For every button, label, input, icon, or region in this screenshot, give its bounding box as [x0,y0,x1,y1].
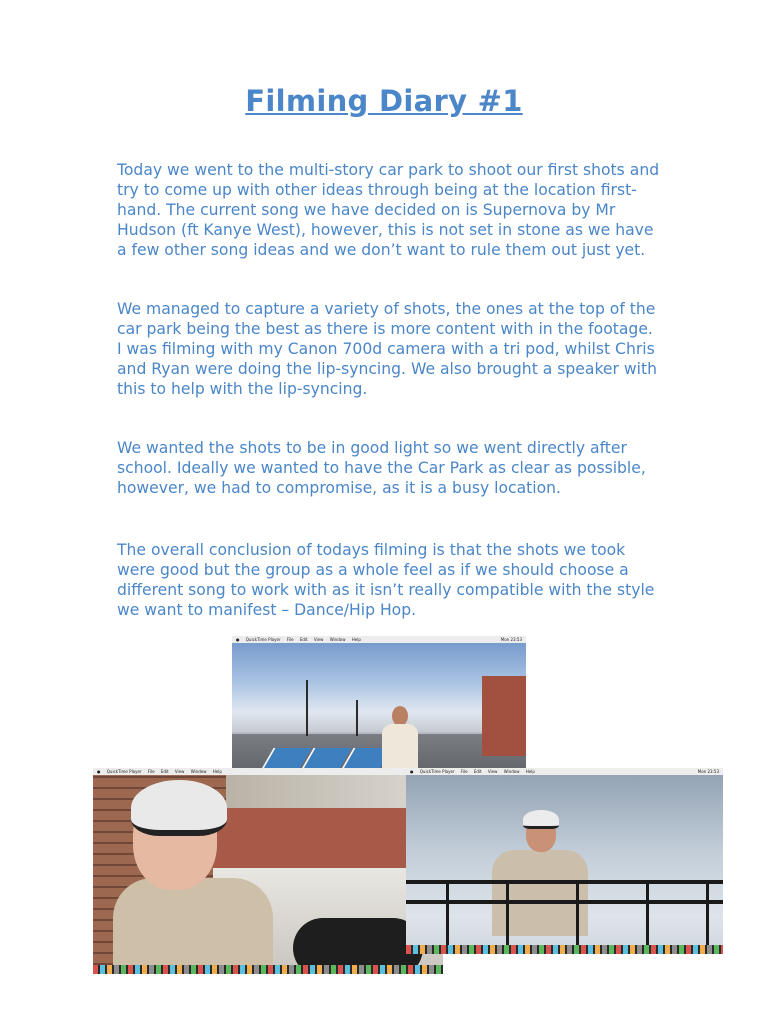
railing-post [576,880,579,946]
lamp-post [356,700,358,736]
menu-help: Help [525,769,535,774]
railing-post [506,880,509,946]
person-torso [113,878,273,974]
person-head [392,706,408,726]
apple-icon: ● [97,769,101,774]
apple-icon: ● [236,637,240,642]
paragraph-shots: We managed to capture a variety of shots, the ones at the top of the car park being the best as there is more content with in the footage. I was filming with my Canon 700d camera with a tri pod, whilst Chris and Ryan were doing the lip-syncing. We also brought a speaker with this to help with the lip-syncing. [117,300,657,398]
menu-app-name: QuickTime Player [419,769,455,774]
railing-post [446,880,449,946]
menu-window: Window [503,769,520,774]
dock-bar [93,965,443,974]
menu-window: Window [329,637,346,642]
menu-view: View [313,637,324,642]
cap-icon [523,810,559,829]
menu-bar [93,768,443,775]
menu-app-name: QuickTime Player [245,637,281,642]
menu-clock: Mon 23:53 [500,637,522,642]
menu-help: Help [212,769,222,774]
menu-bar [406,768,723,775]
apple-icon: ● [410,769,414,774]
brick-building [482,676,526,756]
menu-edit: Edit [299,637,308,642]
menu-edit: Edit [160,769,169,774]
menu-window: Window [190,769,207,774]
menu-bar [232,636,526,643]
menu-app-name: QuickTime Player [106,769,142,774]
menu-file: File [460,769,468,774]
menu-view: View [487,769,498,774]
railing-post [646,880,649,946]
railing-post [706,880,709,946]
menu-help: Help [351,637,361,642]
cap-icon [131,780,227,836]
railing [406,880,723,884]
paragraph-intro: Today we went to the multi-story car park to shoot our first shots and try to come up with other ideas through being at the location first-hand. The current song we have decided on is Supernova by Mr Hudson (ft Kanye West), however, this is not set in stone as we have a few other song ideas and we don’t want to rule them out just yet. [117,161,660,259]
menu-view: View [174,769,185,774]
dock-bar [406,945,723,954]
screenshot-brick-wall [93,768,443,974]
screenshot-balcony [406,768,723,954]
menu-clock: Mon 23:53 [697,769,719,774]
menu-file: File [147,769,155,774]
railing [406,900,723,904]
menu-file: File [286,637,294,642]
paragraph-conclusion: The overall conclusion of todays filming is that the shots we took were good but the group as a whole feel as if we should choose a different song to work with as it isn’t really compatible with the style we want to manifest – Dance/Hip Hop. [117,541,655,619]
paragraph-light: We wanted the shots to be in good light so we went directly after school. Ideally we wanted to have the Car Park as clear as possible, however, we had to compromise, as it is a busy location. [117,439,646,497]
lamp-post [306,680,308,736]
page-title: Filming Diary #1 [245,84,523,118]
menu-edit: Edit [473,769,482,774]
